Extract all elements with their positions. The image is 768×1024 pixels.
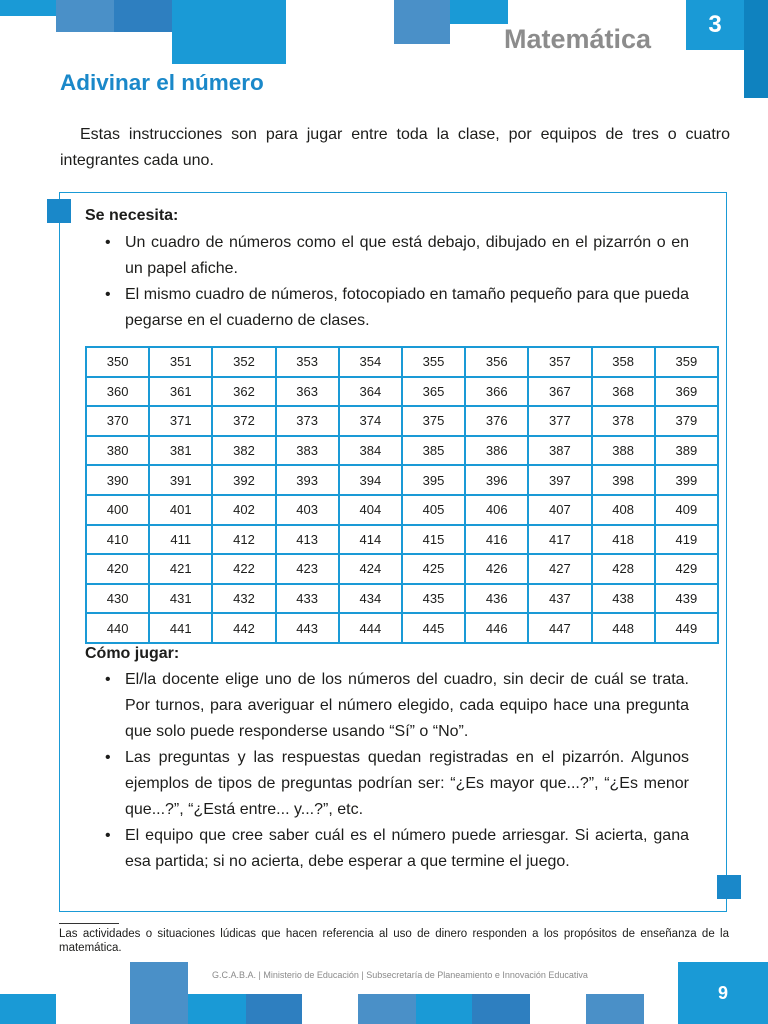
box-corner-square <box>717 875 741 899</box>
top-decor-block <box>114 0 172 32</box>
top-decor-block <box>172 0 286 64</box>
grid-cell: 431 <box>149 584 212 614</box>
top-decor-block <box>56 0 114 32</box>
materials-heading: Se necesita: <box>85 207 179 224</box>
grid-cell: 410 <box>86 525 149 555</box>
grid-row <box>86 525 718 555</box>
bottom-decor-block <box>472 994 530 1024</box>
bottom-decor-block <box>130 962 188 1024</box>
page-title: Adivinar el número <box>60 70 264 95</box>
grid-cell: 430 <box>86 584 149 614</box>
intro-paragraph: Estas instrucciones son para jugar entre toda la clase, por equipos de tres o cuatro integrantes cada uno. <box>60 126 730 169</box>
grid-cell: 381 <box>149 436 212 466</box>
grid-cell: 417 <box>528 525 591 555</box>
grid-cell: 390 <box>86 465 149 495</box>
grid-cell: 364 <box>339 377 402 407</box>
grid-cell: 387 <box>528 436 591 466</box>
list-item: • Un cuadro de números como el que está debajo, dibujado en el pizarrón o en un papel afiche. <box>105 234 689 277</box>
grid-cell: 357 <box>528 347 591 377</box>
grid-cell: 386 <box>465 436 528 466</box>
grid-cell: 368 <box>592 377 655 407</box>
grid-cell: 361 <box>149 377 212 407</box>
grid-row <box>86 377 718 407</box>
grid-cell: 402 <box>212 495 275 525</box>
grid-cell: 400 <box>86 495 149 525</box>
grid-cell: 415 <box>402 525 465 555</box>
grid-cell: 382 <box>212 436 275 466</box>
grid-cell: 380 <box>86 436 149 466</box>
subject-title: Matemática <box>504 24 652 54</box>
grid-row <box>86 436 718 466</box>
grid-cell: 449 <box>655 613 718 643</box>
grid-cell: 355 <box>402 347 465 377</box>
grid-cell: 365 <box>402 377 465 407</box>
grid-cell: 426 <box>465 554 528 584</box>
grid-cell: 388 <box>592 436 655 466</box>
grid-cell: 446 <box>465 613 528 643</box>
grid-cell: 398 <box>592 465 655 495</box>
grid-cell: 442 <box>212 613 275 643</box>
grid-cell: 369 <box>655 377 718 407</box>
grid-cell: 358 <box>592 347 655 377</box>
bottom-decor-block <box>586 994 644 1024</box>
grid-cell: 352 <box>212 347 275 377</box>
grid-cell: 445 <box>402 613 465 643</box>
grid-cell: 443 <box>276 613 339 643</box>
top-decor-block <box>744 0 768 98</box>
list-item: • El equipo que cree saber cuál es el número puede arriesgar. Si acierta, gana esa partida; si no acierta, debe esperar a que termine el juego. <box>105 827 689 870</box>
grid-cell: 433 <box>276 584 339 614</box>
grid-cell: 436 <box>465 584 528 614</box>
grid-cell: 392 <box>212 465 275 495</box>
grid-cell: 389 <box>655 436 718 466</box>
grid-cell: 350 <box>86 347 149 377</box>
grid-cell: 447 <box>528 613 591 643</box>
grid-cell: 418 <box>592 525 655 555</box>
grid-cell: 440 <box>86 613 149 643</box>
grid-cell: 393 <box>276 465 339 495</box>
bottom-decor-block <box>416 994 472 1024</box>
grid-cell: 419 <box>655 525 718 555</box>
grid-cell: 441 <box>149 613 212 643</box>
unit-number-badge: 3 <box>686 0 744 50</box>
bottom-decor-block <box>188 994 246 1024</box>
box-corner-square <box>47 199 71 223</box>
grid-cell: 405 <box>402 495 465 525</box>
grid-row <box>86 584 718 614</box>
grid-cell: 399 <box>655 465 718 495</box>
grid-row <box>86 406 718 436</box>
grid-cell: 421 <box>149 554 212 584</box>
grid-cell: 356 <box>465 347 528 377</box>
grid-cell: 395 <box>402 465 465 495</box>
footnote-divider <box>59 923 119 924</box>
grid-cell: 412 <box>212 525 275 555</box>
grid-cell: 394 <box>339 465 402 495</box>
grid-cell: 406 <box>465 495 528 525</box>
grid-cell: 397 <box>528 465 591 495</box>
footnote: Las actividades o situaciones lúdicas que hacen referencia al uso de dinero responden a los propósitos de enseñanza de la matemática. <box>59 928 729 954</box>
grid-cell: 351 <box>149 347 212 377</box>
bottom-decor-block <box>246 994 302 1024</box>
grid-cell: 435 <box>402 584 465 614</box>
grid-cell: 353 <box>276 347 339 377</box>
list-item: • Las preguntas y las respuestas quedan registradas en el pizarrón. Algunos ejemplos de tipos de preguntas podrían ser: “¿Es mayor que...?”, “¿Es menor que...?”, “¿Está entre... y...?”, etc. <box>105 749 689 818</box>
top-decor-block <box>394 0 450 44</box>
grid-cell: 403 <box>276 495 339 525</box>
grid-cell: 366 <box>465 377 528 407</box>
grid-cell: 404 <box>339 495 402 525</box>
grid-cell: 409 <box>655 495 718 525</box>
grid-cell: 408 <box>592 495 655 525</box>
grid-cell: 362 <box>212 377 275 407</box>
grid-cell: 429 <box>655 554 718 584</box>
list-item: • El mismo cuadro de números, fotocopiado en tamaño pequeño para que pueda pegarse en el cuaderno de clases. <box>105 286 689 329</box>
grid-row <box>86 613 718 643</box>
grid-cell: 372 <box>212 406 275 436</box>
page-number: 9 <box>678 962 768 1024</box>
grid-cell: 411 <box>149 525 212 555</box>
grid-cell: 448 <box>592 613 655 643</box>
grid-cell: 437 <box>528 584 591 614</box>
grid-cell: 432 <box>212 584 275 614</box>
list-item: • El/la docente elige uno de los números del cuadro, sin decir de cuál se trata. Por turnos, para averiguar el número elegido, cada equipo hace una pregunta que solo puede responderse usando “Sí” o “No”. <box>105 671 689 740</box>
grid-cell: 438 <box>592 584 655 614</box>
grid-cell: 354 <box>339 347 402 377</box>
grid-cell: 373 <box>276 406 339 436</box>
grid-cell: 414 <box>339 525 402 555</box>
grid-row <box>86 554 718 584</box>
number-grid <box>85 346 719 644</box>
grid-cell: 376 <box>465 406 528 436</box>
grid-cell: 423 <box>276 554 339 584</box>
grid-cell: 363 <box>276 377 339 407</box>
grid-cell: 401 <box>149 495 212 525</box>
grid-cell: 375 <box>402 406 465 436</box>
grid-cell: 378 <box>592 406 655 436</box>
grid-cell: 413 <box>276 525 339 555</box>
grid-cell: 370 <box>86 406 149 436</box>
how-to-play-list <box>105 667 689 875</box>
bottom-decor-block <box>0 994 56 1024</box>
footer-credit: G.C.A.B.A. | Ministerio de Educación | Subsecretaría de Planeamiento e Innovación Educativa <box>212 970 588 980</box>
grid-cell: 396 <box>465 465 528 495</box>
materials-list <box>105 230 689 334</box>
grid-cell: 377 <box>528 406 591 436</box>
grid-row <box>86 495 718 525</box>
grid-row <box>86 347 718 377</box>
grid-cell: 360 <box>86 377 149 407</box>
grid-cell: 427 <box>528 554 591 584</box>
grid-cell: 379 <box>655 406 718 436</box>
grid-cell: 416 <box>465 525 528 555</box>
grid-cell: 425 <box>402 554 465 584</box>
top-decor-block <box>450 0 508 24</box>
how-to-play-heading: Cómo jugar: <box>85 645 180 662</box>
bottom-decor-block <box>358 994 416 1024</box>
grid-cell: 385 <box>402 436 465 466</box>
grid-cell: 383 <box>276 436 339 466</box>
grid-cell: 359 <box>655 347 718 377</box>
grid-row <box>86 465 718 495</box>
grid-cell: 444 <box>339 613 402 643</box>
top-decor-block <box>0 0 56 16</box>
grid-cell: 384 <box>339 436 402 466</box>
grid-cell: 374 <box>339 406 402 436</box>
grid-cell: 428 <box>592 554 655 584</box>
grid-cell: 420 <box>86 554 149 584</box>
grid-cell: 367 <box>528 377 591 407</box>
grid-cell: 371 <box>149 406 212 436</box>
grid-cell: 422 <box>212 554 275 584</box>
grid-cell: 439 <box>655 584 718 614</box>
grid-cell: 391 <box>149 465 212 495</box>
grid-cell: 424 <box>339 554 402 584</box>
grid-cell: 407 <box>528 495 591 525</box>
grid-cell: 434 <box>339 584 402 614</box>
